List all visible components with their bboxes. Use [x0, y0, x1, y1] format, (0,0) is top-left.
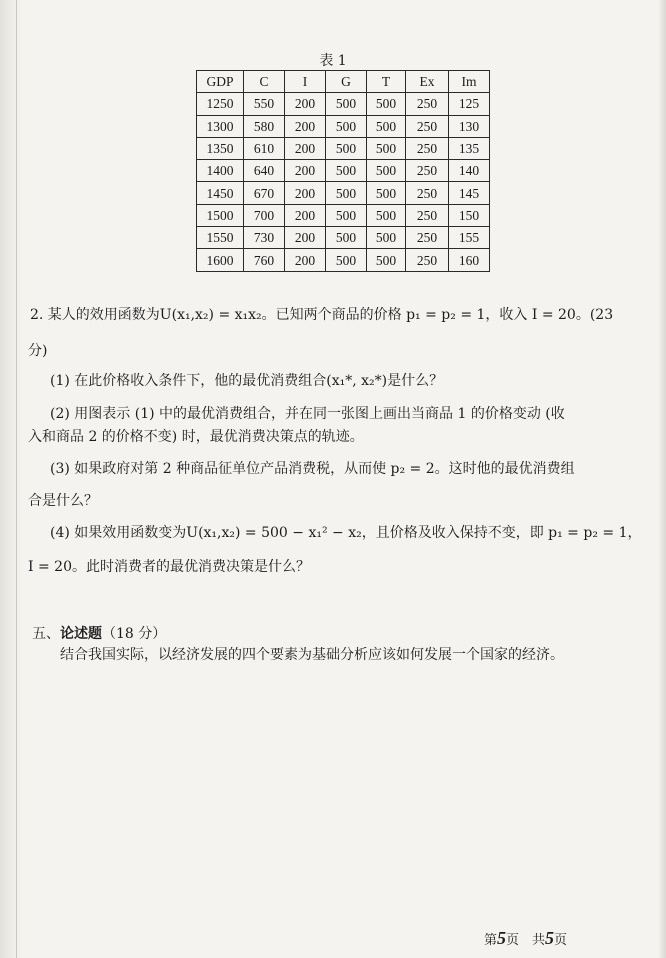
table-cell: 250 — [406, 115, 449, 137]
table-cell: 200 — [285, 182, 326, 204]
question-2-intro-line-1: 2. 某人的效用函数为U(x₁,x₂) = x₁x₂。已知两个商品的价格 p₁ = p₂ = 1，收入 I = 20。(23 — [30, 307, 614, 323]
section-5-heading — [32, 624, 166, 644]
page-number: 5 — [497, 928, 507, 948]
table-header-cell: Ex — [406, 71, 449, 93]
table-row — [197, 93, 490, 115]
table-row — [197, 182, 490, 204]
question-2-part-3-line-2: 合是什么？ — [28, 493, 98, 509]
section-5-score: （18 分） — [102, 626, 167, 642]
table-row — [197, 160, 490, 182]
table-header-cell: I — [285, 71, 326, 93]
table-header-cell: Im — [449, 71, 490, 93]
data-table — [196, 70, 490, 272]
table-cell: 610 — [244, 137, 285, 159]
table-cell: 1450 — [197, 182, 244, 204]
table-cell: 500 — [326, 137, 367, 159]
table-cell: 200 — [285, 227, 326, 249]
table-title: 表 1 — [319, 53, 347, 69]
table-cell: 500 — [367, 249, 406, 271]
question-2-part-4-line-2: I = 20。此时消费者的最优消费决策是什么？ — [28, 559, 310, 575]
table-cell: 250 — [406, 93, 449, 115]
table-cell: 500 — [367, 137, 406, 159]
table-cell: 500 — [367, 160, 406, 182]
table-cell: 155 — [449, 227, 490, 249]
table-cell: 250 — [406, 160, 449, 182]
table-cell: 200 — [285, 115, 326, 137]
table-cell: 200 — [285, 137, 326, 159]
table-cell: 500 — [326, 115, 367, 137]
table-cell: 250 — [406, 227, 449, 249]
table-cell: 1250 — [197, 93, 244, 115]
table-cell: 760 — [244, 249, 285, 271]
table-cell: 250 — [406, 249, 449, 271]
question-2-part-1: (1) 在此价格收入条件下，他的最优消费组合(x₁*, x₂*)是什么？ — [50, 373, 444, 389]
page-total: 5 — [545, 928, 555, 948]
table-cell: 700 — [244, 204, 285, 226]
table-cell: 200 — [285, 249, 326, 271]
table-cell: 140 — [449, 160, 490, 182]
table-cell: 1550 — [197, 227, 244, 249]
section-5-title: 论述题 — [60, 626, 102, 642]
table-cell: 500 — [326, 227, 367, 249]
table-header-row — [197, 71, 490, 93]
table-cell: 125 — [449, 93, 490, 115]
table-cell: 200 — [285, 204, 326, 226]
table-cell: 250 — [406, 137, 449, 159]
table-cell: 200 — [285, 93, 326, 115]
table-cell: 670 — [244, 182, 285, 204]
table-cell: 1300 — [197, 115, 244, 137]
page-footer — [484, 928, 567, 949]
question-2-part-3-line-1: (3) 如果政府对第 2 种商品征单位产品消费税，从而使 p₂ = 2。这时他的最优消费组 — [50, 461, 575, 477]
table-cell: 500 — [367, 182, 406, 204]
table-cell: 1600 — [197, 249, 244, 271]
table-cell: 500 — [367, 115, 406, 137]
table-cell: 500 — [326, 204, 367, 226]
table-cell: 145 — [449, 182, 490, 204]
question-2-part-4-line-1: (4) 如果效用函数变为U(x₁,x₂) = 500 − x₁² − x₂，且价格及收入保持不变，即 p₁ = p₂ = 1， — [50, 525, 642, 541]
footer-label-pre: 第 — [484, 933, 498, 948]
table-cell: 200 — [285, 160, 326, 182]
table-cell: 130 — [449, 115, 490, 137]
table-cell: 580 — [244, 115, 285, 137]
table-cell: 500 — [326, 249, 367, 271]
table-row — [197, 249, 490, 271]
table-cell: 1350 — [197, 137, 244, 159]
table-row — [197, 137, 490, 159]
question-2-part-2-line-1: (2) 用图表示 (1) 中的最优消费组合，并在同一张图上画出当商品 1 的价格变动 (收 — [50, 406, 565, 422]
table-cell: 250 — [406, 182, 449, 204]
section-5-body: 结合我国实际，以经济发展的四个要素为基础分析应该如何发展一个国家的经济。 — [60, 647, 564, 663]
table-cell: 500 — [326, 182, 367, 204]
table-cell: 730 — [244, 227, 285, 249]
question-2-part-2-line-2: 入和商品 2 的价格不变) 时，最优消费决策点的轨迹。 — [28, 429, 364, 445]
table-cell: 250 — [406, 204, 449, 226]
table-header-cell: C — [244, 71, 285, 93]
table-row — [197, 227, 490, 249]
table-cell: 500 — [326, 93, 367, 115]
table-header-cell: GDP — [197, 71, 244, 93]
footer-label-mid: 页 共 — [506, 933, 546, 948]
footer-label-post: 页 — [554, 933, 568, 948]
table-row — [197, 115, 490, 137]
table-cell: 640 — [244, 160, 285, 182]
table-header-cell: T — [367, 71, 406, 93]
question-2-intro-line-2: 分) — [28, 343, 48, 359]
scan-right-edge — [658, 0, 666, 958]
table-cell: 500 — [367, 204, 406, 226]
table-header-cell: G — [326, 71, 367, 93]
table-cell: 160 — [449, 249, 490, 271]
scan-left-edge — [0, 0, 22, 958]
table-cell: 150 — [449, 204, 490, 226]
table-cell: 1400 — [197, 160, 244, 182]
table-cell: 135 — [449, 137, 490, 159]
table-row — [197, 204, 490, 226]
table-cell: 550 — [244, 93, 285, 115]
table-cell: 1500 — [197, 204, 244, 226]
table-body — [197, 93, 490, 271]
table-cell: 500 — [367, 93, 406, 115]
table-cell: 500 — [326, 160, 367, 182]
table-cell: 500 — [367, 227, 406, 249]
section-5-prefix: 五、 — [32, 626, 60, 642]
